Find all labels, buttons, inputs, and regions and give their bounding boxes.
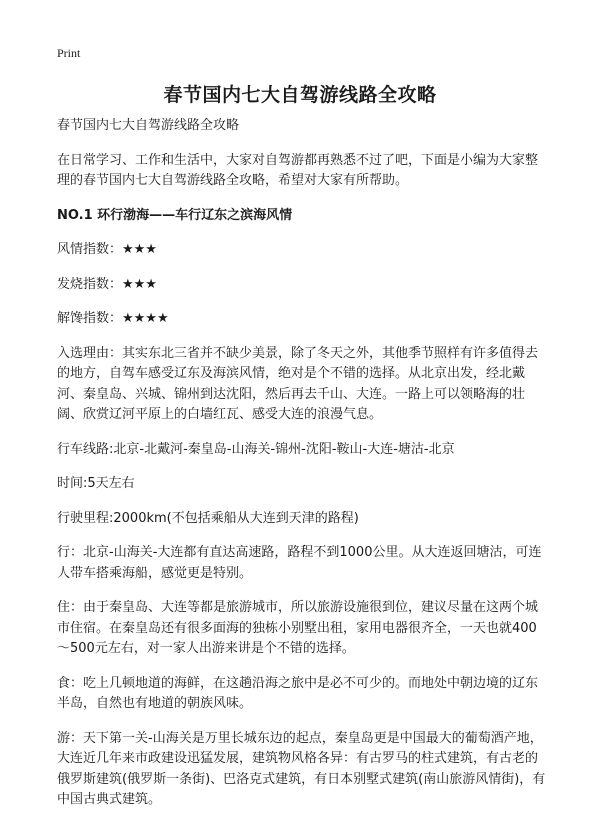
route-heading: NO.1 环行渤海——车行辽东之滨海风情	[57, 207, 293, 223]
article-body	[57, 116, 549, 825]
sightseeing-paragraph: 游：天下第一关-山海关是万里长城东边的起点，秦皇岛更是中国最大的葡萄酒产地，大连近几年来市政建设迅猛发展，建筑物风格各异：有古罗马的柱式建筑，有古老的俄罗斯建筑(俄罗斯一条街)、巴洛克式建筑，有日本别墅式建筑(南山旅游风情街)，有中国古典式建筑。	[57, 730, 546, 807]
scenery-rating: 风情指数：★★★	[57, 242, 157, 257]
enthusiast-rating: 发烧指数：★★★	[57, 276, 157, 292]
route-line: 行车线路:北京-北戴河-秦皇岛-山海关-锦州-沈阳-鞍山-大连-塘沽-北京	[57, 441, 455, 457]
dining-paragraph: 食：吃上几顿地道的海鲜，在这趟沿海之旅中是必不可少的。而地处中朝边境的辽东半岛，自然也有地道的朝族风味。	[57, 675, 539, 711]
intro-paragraph: 在日常学习、工作和生活中，大家对自驾游都再熟悉不过了吧，下面是小编为大家整理的春节国内七大自驾游线路全攻略，希望对大家有所帮助。	[57, 152, 539, 188]
lodging-paragraph: 住：由于秦皇岛、大连等都是旅游城市，所以旅游设施很到位，建议尽量在这两个城市住宿。在秦皇岛还有很多面海的独栋小别墅出租，家用电器很齐全，一天也就400～500元左右，对一家人出游来讲是个不错的选择。	[57, 600, 539, 656]
food-rating: 解馋指数：★★★★	[57, 311, 169, 326]
distance-line: 行驶里程:2000km(不包括乘船从大连到天津的路程)	[57, 510, 359, 526]
duration-line: 时间:5天左右	[57, 476, 135, 491]
print-link[interactable]: Print	[57, 46, 81, 60]
reason-paragraph: 入选理由：其实东北三省并不缺少美景，除了冬天之外，其他季节照样有许多值得去的地方，自驾车感受辽东及海滨风情，绝对是个不错的选择。从北京出发，经北戴河、秦皇岛、兴城、锦州到达沈阳，然后再去千山、大连。一路上可以领略海的壮阔、欣赏辽河平原上的白墙红瓦、感受大连的浪漫气息。	[57, 345, 539, 422]
page-title: 春节国内七大自驾游线路全攻略	[163, 84, 437, 106]
travel-paragraph: 行：北京-山海关-大连都有直达高速路，路程不到1000公里。从大连返回塘沽，可连人带车搭乘海船，感觉更是特别。	[57, 545, 542, 581]
subtitle-paragraph: 春节国内七大自驾游线路全攻略	[57, 118, 240, 133]
